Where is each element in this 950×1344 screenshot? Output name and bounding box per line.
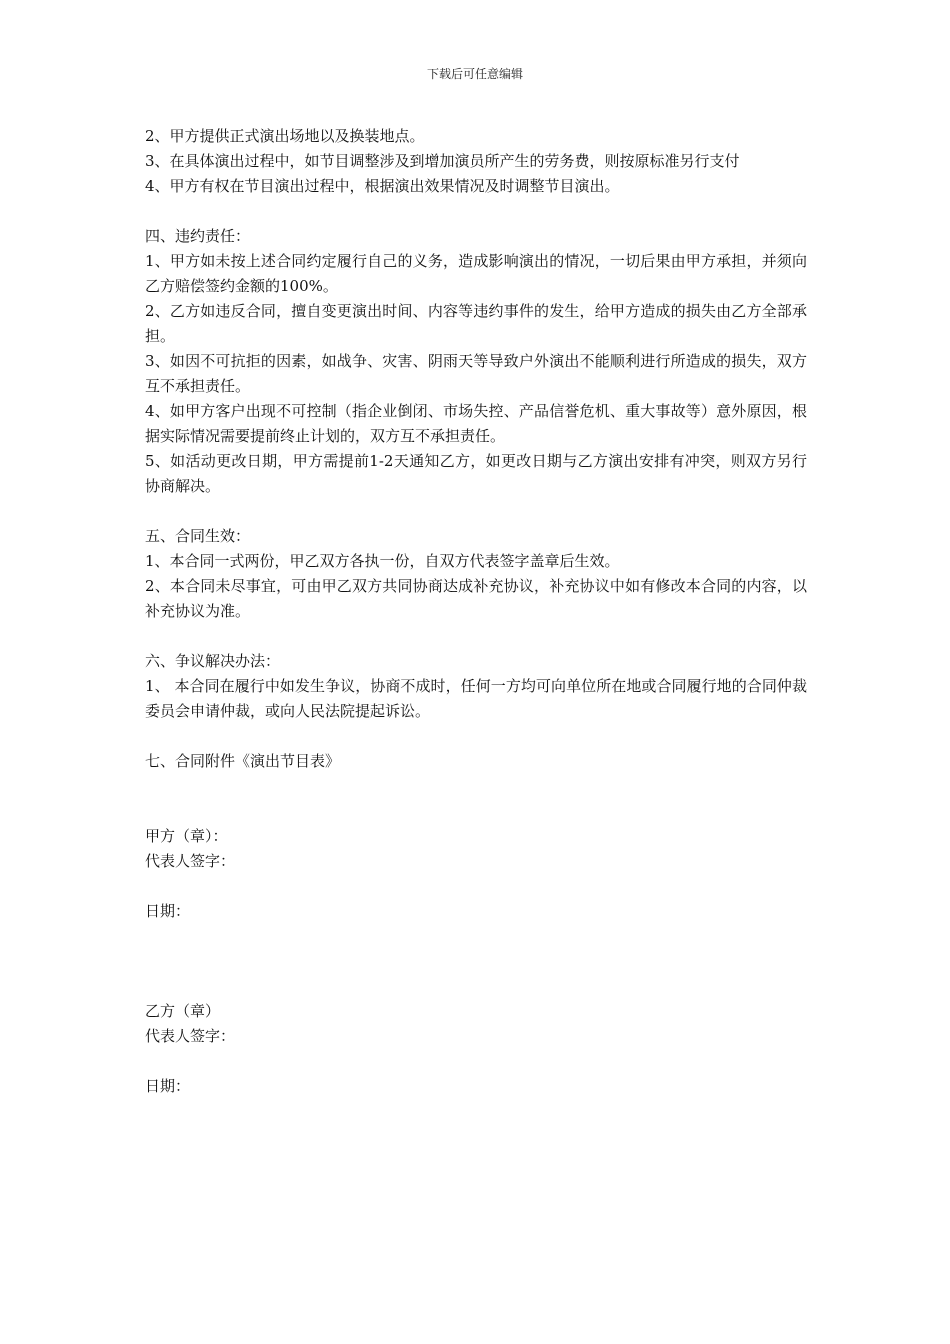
section-4-title: 四、违约责任： [145,227,251,245]
party-b-date: 日期： [145,1077,191,1095]
spacer [145,974,807,999]
spacer [145,774,807,799]
clause-4-2: 2、乙方如违反合同，擅自变更演出时间、内容等违约事件的发生，给甲方造成的损失由乙方全部承担。 [145,302,807,345]
clause-5-1: 1、本合同一式两份，甲乙双方各执一份，自双方代表签字盖章后生效。 [145,552,620,570]
section-5-title: 五、合同生效： [145,527,251,545]
party-b-representative-signature: 代表人签字： [145,1027,236,1045]
spacer [145,499,807,524]
page-header-note: 下载后可任意编辑 [426,67,523,81]
party-a-representative-signature: 代表人签字： [145,852,236,870]
spacer [145,624,807,649]
clause-4-4: 4、如甲方客户出现不可控制（指企业倒闭、市场失控、产品信誉危机、重大事故等）意外原因，根据实际情况需要提前终止计划的，双方互不承担责任。 [145,402,807,445]
spacer [145,949,807,974]
section-6-title: 六、争议解决办法： [145,652,281,670]
clause-5-2: 2、本合同未尽事宜，可由甲乙双方共同协商达成补充协议，补充协议中如有修改本合同的内容，以补充协议为准。 [145,577,807,620]
clause-4-1: 1、甲方如未按上述合同约定履行自己的义务，造成影响演出的情况，一切后果由甲方承担，并须向乙方赔偿签约金额的100%。 [145,252,807,295]
clause-4-3: 3、如因不可抗拒的因素，如战争、灾害、阴雨天等导致户外演出不能顺利进行所造成的损失，双方互不承担责任。 [145,352,807,395]
spacer [145,799,807,824]
party-a-signature-block [145,824,807,924]
clause-3-4: 4、甲方有权在节目演出过程中，根据演出效果情况及时调整节目演出。 [145,177,620,195]
spacer [145,874,807,899]
spacer [145,1049,807,1074]
clause-3-3: 3、在具体演出过程中，如节目调整涉及到增加演员所产生的劳务费，则按原标准另行支付 [145,152,740,170]
spacer [145,199,807,224]
spacer [145,924,807,949]
clause-4-5: 5、如活动更改日期，甲方需提前1-2天通知乙方，如更改日期与乙方演出安排有冲突，则双方另行协商解决。 [145,452,807,495]
party-a-date: 日期： [145,902,191,920]
document-body [145,124,807,1099]
clause-6-1: 1、 本合同在履行中如发生争议，协商不成时，任何一方均可向单位所在地或合同履行地的合同仲裁委员会申请仲裁，或向人民法院提起诉讼。 [145,677,807,720]
party-a-seal: 甲方（章）： [145,827,228,845]
party-b-signature-block [145,999,807,1099]
clause-3-2: 2、甲方提供正式演出场地以及换装地点。 [145,127,425,145]
section-7-title: 七、合同附件《演出节目表》 [145,752,341,770]
spacer [145,724,807,749]
party-b-seal: 乙方（章） [145,1002,221,1020]
